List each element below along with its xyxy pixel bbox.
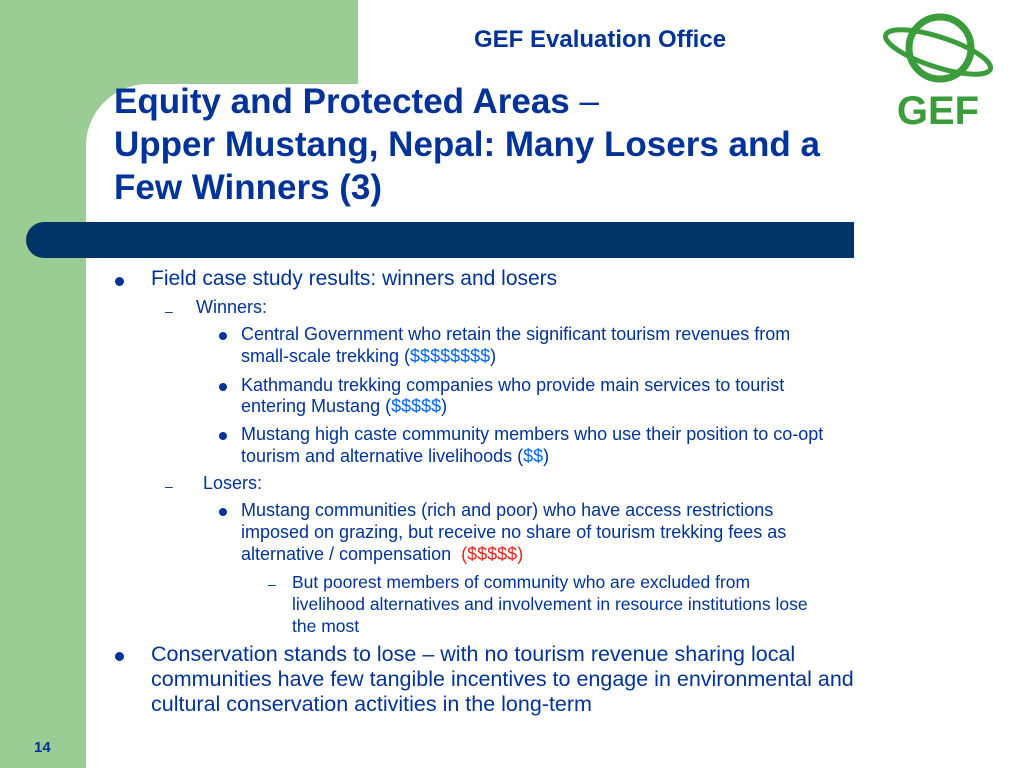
winner-3-line1: Mustang high caste community members who use their position to co-opt bbox=[241, 424, 824, 444]
bullet-dot bbox=[219, 383, 227, 391]
gef-logo-text: GEF bbox=[896, 89, 980, 130]
winner-1-money: $$$$$$$$ bbox=[410, 346, 491, 366]
title-underline-bar bbox=[26, 222, 854, 258]
losers-heading: Losers: bbox=[203, 473, 263, 493]
winner-2-line1: Kathmandu trekking companies who provide main services to tourist bbox=[241, 375, 785, 395]
dash-marker: – bbox=[165, 478, 173, 494]
title-line1: Equity and Protected Areas bbox=[114, 82, 570, 121]
slide-title bbox=[114, 80, 934, 209]
loser-sub-line3: the most bbox=[292, 616, 360, 636]
loser-sub-line1: But poorest members of community who are excluded from bbox=[292, 572, 751, 592]
winner-2-money: $$$$$ bbox=[391, 396, 442, 416]
header-office-name: GEF Evaluation Office bbox=[474, 26, 727, 53]
dash-marker: – bbox=[268, 576, 276, 592]
winner-3-money: $$ bbox=[523, 446, 544, 466]
winner-2-line2: entering Mustang ($$$$$) bbox=[241, 396, 448, 416]
winner-1-line1: Central Government who retain the significant tourism revenues from bbox=[241, 324, 791, 344]
conservation-line2: communities have few tangible incentives to engage in environmental and bbox=[151, 667, 854, 691]
conservation-line3: cultural conservation activities in the long-term bbox=[151, 692, 592, 716]
bullet-dot bbox=[219, 332, 227, 340]
title-line3: Few Winners (3) bbox=[114, 168, 383, 207]
loser-1-money: ($$$$$) bbox=[461, 544, 524, 564]
bullet-dot bbox=[115, 652, 124, 661]
title-dash: – bbox=[579, 82, 599, 121]
loser-1-line2: imposed on grazing, but receive no share of tourism trekking fees as bbox=[241, 522, 787, 542]
bullet-field-case-study: Field case study results: winners and losers bbox=[151, 267, 558, 290]
winner-1-line2: small-scale trekking ($$$$$$$$) bbox=[241, 346, 497, 366]
title-line2: Upper Mustang, Nepal: Many Losers and a bbox=[114, 125, 820, 164]
winner-3-line2: tourism and alternative livelihoods ($$) bbox=[241, 446, 550, 466]
gef-logo-orbit-icon bbox=[881, 21, 995, 84]
page-number: 14 bbox=[34, 739, 51, 756]
loser-1-line1: Mustang communities (rich and poor) who have access restrictions bbox=[241, 500, 774, 520]
conservation-line1: Conservation stands to lose – with no tourism revenue sharing local bbox=[151, 642, 796, 666]
bullet-dot bbox=[115, 277, 124, 286]
winners-heading: Winners: bbox=[196, 297, 268, 317]
loser-1-line3: alternative / compensation ($$$$$) bbox=[241, 544, 524, 564]
bullet-dot bbox=[219, 508, 227, 516]
dash-marker: – bbox=[165, 303, 173, 319]
loser-sub-line2: livelihood alternatives and involvement in resource institutions lose bbox=[292, 594, 808, 614]
bullet-dot bbox=[219, 432, 227, 440]
